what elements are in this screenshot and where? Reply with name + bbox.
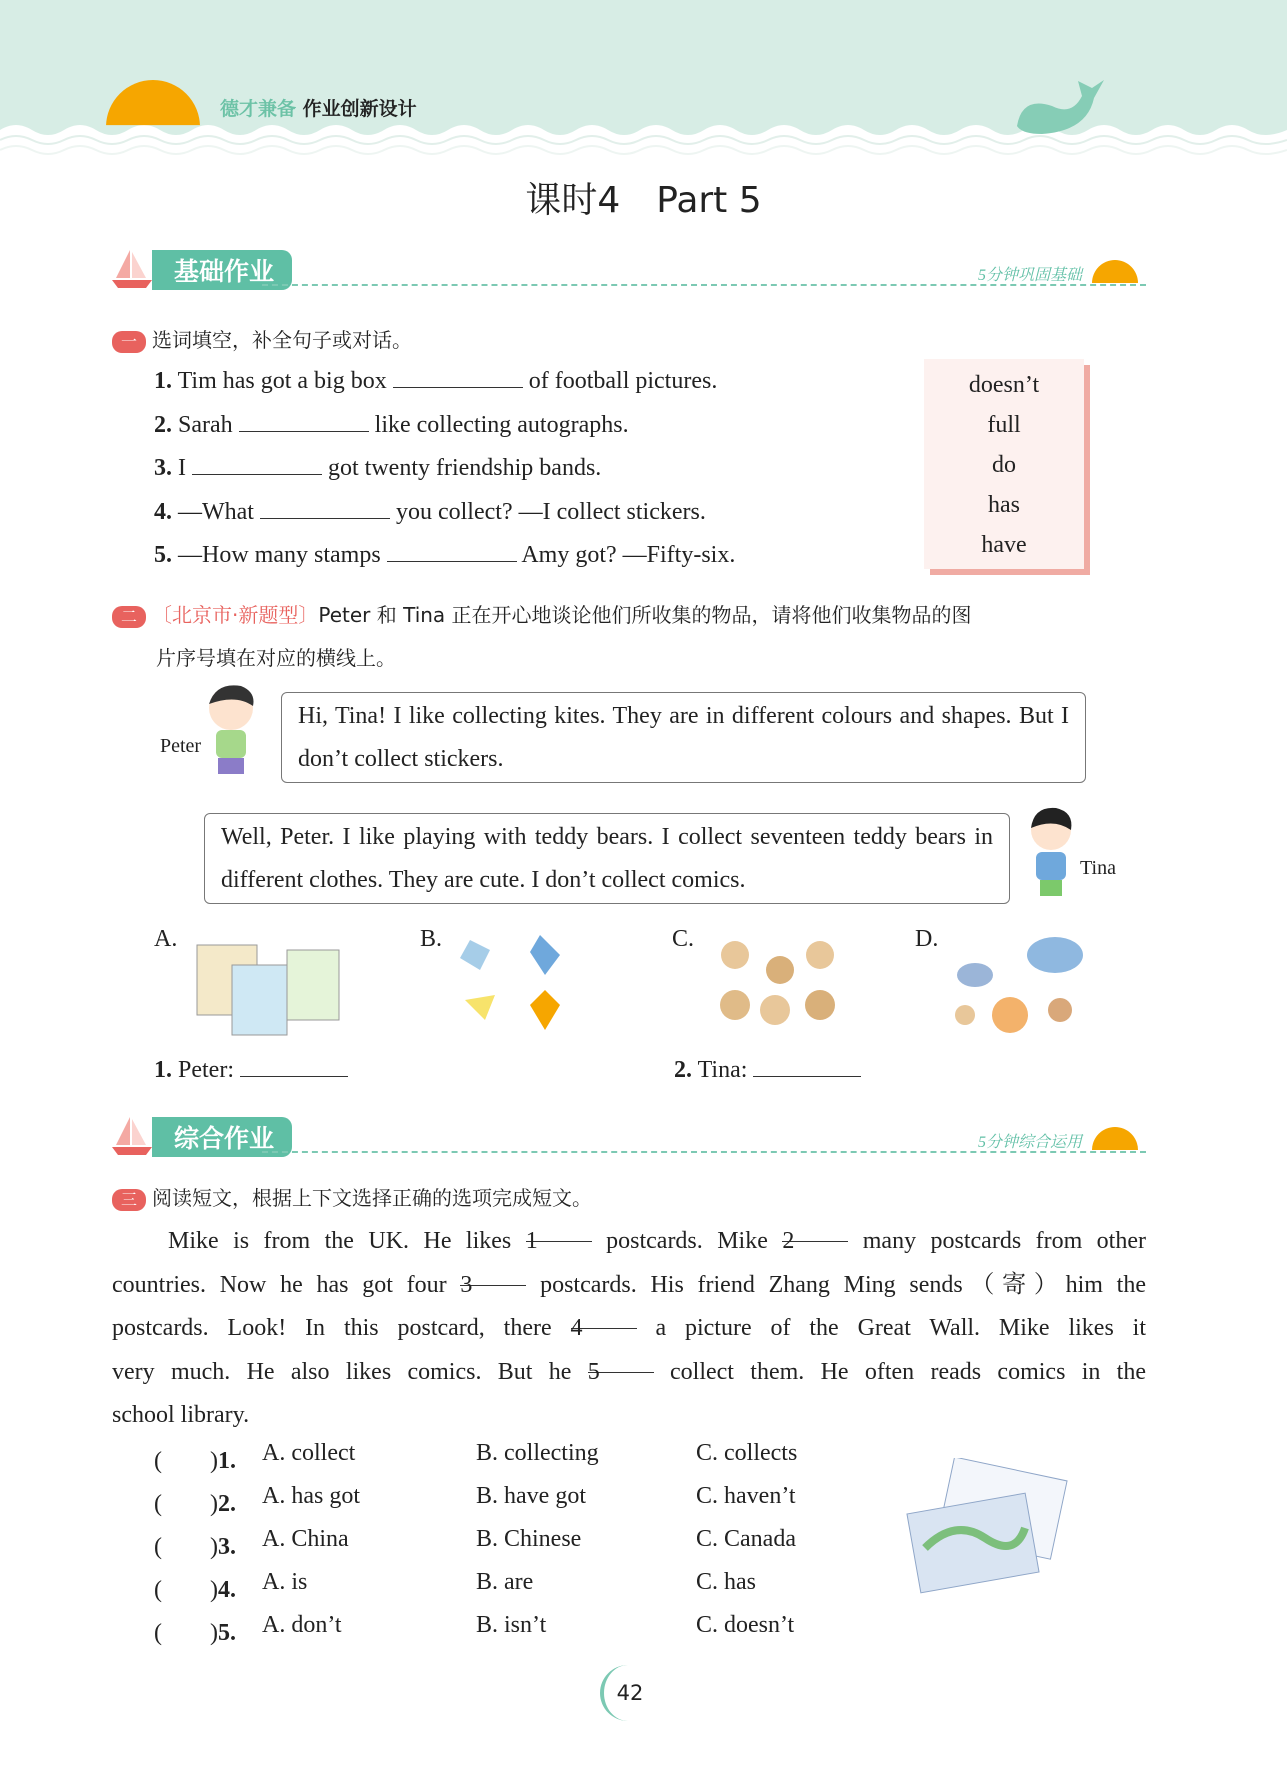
- word-option: has: [988, 492, 1020, 518]
- option-b: B. Chinese: [476, 1526, 582, 1552]
- sailboat-icon: [112, 1115, 152, 1155]
- word-option: doesn’t: [968, 372, 1040, 398]
- answer-label: Tina:: [697, 1057, 748, 1083]
- peter-illustration: [196, 680, 266, 780]
- peter-label: Peter: [160, 735, 202, 757]
- section-label: 基础作业: [152, 250, 292, 290]
- question-1-heading: [112, 324, 412, 353]
- passage-line: [112, 1307, 1146, 1351]
- item-text: —What: [178, 498, 254, 525]
- answer-peter: [154, 1055, 348, 1084]
- numbered-blank[interactable]: 2: [782, 1220, 848, 1242]
- item-number: 1.: [154, 1057, 172, 1083]
- answer-blank[interactable]: [192, 453, 322, 475]
- question-3-heading: [112, 1182, 592, 1211]
- passage-text: Mike is from the UK. He likes: [168, 1228, 512, 1254]
- answer-label: Peter:: [178, 1057, 234, 1083]
- option-a: A. don’t: [262, 1612, 342, 1638]
- item-text: Amy got? —Fifty-six.: [521, 542, 736, 568]
- sun-icon: [1092, 1127, 1138, 1173]
- question-source: 〔北京市·新题型〕: [152, 603, 319, 627]
- instruction: 阅读短文，根据上下文选择正确的选项完成短文。: [152, 1186, 592, 1210]
- passage-text: postcards. Look! In this postcard, there: [112, 1315, 552, 1341]
- option-b: B. isn’t: [476, 1612, 547, 1638]
- question-number-badge: 二: [112, 606, 146, 628]
- tina-speech-bubble: Well, Peter. I like playing with teddy bears. I collect seventeen teddy bears in different clothes. They are cute. I don’t collect comics.: [204, 813, 1010, 904]
- teddy-bears-picture-icon: [705, 930, 855, 1040]
- passage-text: very much. He also likes comics. But he: [112, 1358, 572, 1385]
- option-c: C. collects: [696, 1440, 798, 1466]
- answer-blank[interactable]: [387, 540, 517, 562]
- answer-blank[interactable]: [753, 1055, 861, 1077]
- answer-bracket[interactable]: ( )4.: [154, 1577, 236, 1603]
- list-item: [154, 366, 735, 410]
- question-number-badge: 一: [112, 331, 146, 353]
- instruction: 片序号填在对应的横线上。: [156, 646, 396, 670]
- list-item: [154, 497, 735, 541]
- answer-bracket[interactable]: ( )3.: [154, 1534, 236, 1560]
- answer-blank[interactable]: [239, 410, 369, 432]
- option-a: A. collect: [262, 1440, 356, 1466]
- word-option: do: [992, 452, 1016, 478]
- answer-blank[interactable]: [393, 366, 523, 388]
- numbered-blank[interactable]: 1: [526, 1220, 592, 1242]
- answer-bracket[interactable]: ( )2.: [154, 1491, 236, 1517]
- item-text: of football pictures.: [528, 368, 718, 394]
- sailboat-icon: [112, 248, 152, 288]
- item-text: Tim has got a big box: [177, 368, 387, 394]
- list-item: [154, 410, 735, 454]
- option-b: B. collecting: [476, 1440, 599, 1466]
- item-number: 5.: [154, 542, 172, 568]
- item-text: got twenty friendship bands.: [328, 455, 602, 481]
- word-option: full: [987, 412, 1021, 438]
- fill-in-list: [154, 366, 735, 584]
- list-item: [154, 453, 735, 497]
- picture-label-d: D.: [915, 926, 939, 952]
- peter-speech-bubble: Hi, Tina! I like collecting kites. They are in different colours and shapes. But I don’t collect stickers.: [281, 692, 1086, 783]
- passage-line: [112, 1394, 1146, 1438]
- item-number: 2.: [154, 411, 172, 438]
- passage-text: school library.: [112, 1402, 250, 1428]
- option-c: C. Canada: [696, 1526, 796, 1552]
- brand-black: 作业创新设计: [302, 98, 417, 120]
- passage-text: countries. Now he has got four: [112, 1271, 447, 1298]
- section-subtitle: 5分钟综合运用: [977, 1134, 1082, 1151]
- answer-tina: [674, 1055, 861, 1084]
- picture-label-a: A.: [154, 926, 178, 952]
- item-number: 3.: [154, 455, 172, 481]
- tina-illustration: [1016, 800, 1086, 900]
- reading-passage: [112, 1220, 1146, 1438]
- picture-label-c: C.: [672, 926, 695, 952]
- brand-green: 德才兼备: [220, 98, 297, 120]
- tina-label: Tina: [1080, 857, 1116, 879]
- passage-text: postcards. Mike: [606, 1228, 768, 1254]
- option-b: B. have got: [476, 1483, 586, 1509]
- option-a: A. has got: [262, 1483, 360, 1509]
- option-a: A. China: [262, 1526, 349, 1552]
- options-list: [0, 1440, 900, 1660]
- item-text: —How many stamps: [178, 542, 381, 568]
- section-header-comprehensive: [112, 1115, 1146, 1155]
- passage-text: postcards. His friend Zhang Ming sends（寄）him the: [540, 1271, 1147, 1298]
- sun-icon: [1092, 260, 1138, 306]
- option-c: C. haven’t: [696, 1483, 796, 1509]
- numbered-blank[interactable]: 3: [460, 1264, 526, 1286]
- item-text: I: [178, 455, 186, 481]
- passage-line: [112, 1220, 1146, 1264]
- answer-blank[interactable]: [240, 1055, 348, 1077]
- numbered-blank[interactable]: 5: [588, 1351, 654, 1373]
- instruction: 选词填空，补全句子或对话。: [152, 328, 412, 352]
- answer-blank[interactable]: [260, 497, 390, 519]
- numbered-blank[interactable]: 4: [571, 1307, 637, 1329]
- passage-line: [112, 1351, 1146, 1395]
- list-item: [154, 540, 735, 584]
- item-number: 4.: [154, 498, 172, 525]
- passage-text: many postcards from other: [862, 1228, 1146, 1254]
- toy-animals-picture-icon: [945, 930, 1095, 1040]
- option-c: C. doesn’t: [696, 1612, 795, 1638]
- answer-bracket[interactable]: ( )1.: [154, 1448, 236, 1474]
- picture-label-b: B.: [420, 926, 443, 952]
- question-2-heading: [112, 594, 1152, 680]
- item-text: you collect? —I collect stickers.: [395, 498, 706, 525]
- page-number: 42: [600, 1665, 656, 1721]
- whale-icon: [1012, 76, 1112, 136]
- section-header-basic: [112, 248, 1146, 288]
- item-number: 2.: [674, 1057, 692, 1083]
- passage-text: a picture of the Great Wall. Mike likes it: [655, 1315, 1147, 1341]
- kites-picture-icon: [450, 930, 600, 1040]
- item-number: 1.: [154, 368, 172, 394]
- section-label: 综合作业: [152, 1117, 292, 1157]
- word-bank: [924, 359, 1084, 569]
- word-option: have: [981, 532, 1027, 558]
- brand-title: [220, 94, 417, 121]
- comics-picture-icon: [192, 935, 342, 1045]
- question-number-badge: 三: [112, 1189, 146, 1211]
- page-title: 课时4 Part 5: [525, 180, 762, 221]
- passage-line: [112, 1264, 1146, 1308]
- passage-text: collect them. He often reads comics in the: [670, 1358, 1147, 1385]
- option-b: B. are: [476, 1569, 534, 1595]
- postcard-illustration: [905, 1458, 1070, 1600]
- option-c: C. has: [696, 1569, 756, 1595]
- section-subtitle: 5分钟巩固基础: [977, 267, 1082, 284]
- answer-bracket[interactable]: ( )5.: [154, 1620, 236, 1646]
- item-text: like collecting autographs.: [374, 411, 629, 438]
- item-text: Sarah: [178, 411, 233, 438]
- instruction: Peter 和 Tina 正在开心地谈论他们所收集的物品，请将他们收集物品的图: [318, 603, 972, 627]
- option-a: A. is: [262, 1569, 308, 1595]
